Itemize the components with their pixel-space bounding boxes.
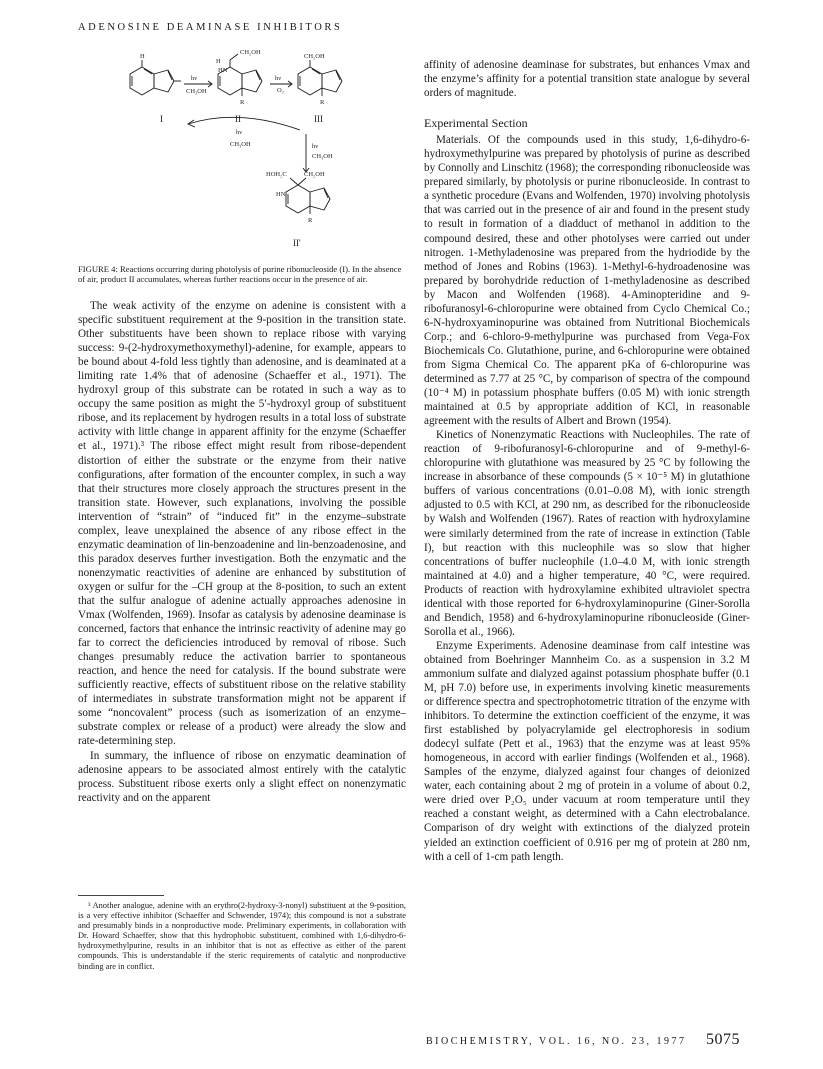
label-hv-1: hν [191,75,198,82]
kinetics-paragraph: Kinetics of Nonenzymatic Reactions with Nucleophiles. The rate of reaction of 9-ribofuranosyl-6-chloropurine and of 9-methyl-6-chloropurine with glutathione was measured by 25 °C by following the increase in absorbance of these compounds (5 × 10⁻⁵ M) in glutathione buffers of various concentrations (0.01–0.08 M), with ionic strength adjusted to 0.5 with KCl, at 290 nm, as described for the ribonucleoside by Walsh and Wolfenden (1967). Rates of reaction with hydroxylamine were similarly determined from the rate of increase in extinction (Table I), but reaction with this nucleophile was so slow that higher concentrations of buffer nucleophile (1.0–4.0 M, with ionic strength maintained at 4.0) and a higher temperature, 40 °C, were required. Products of reaction with hydroxylamine exhibited ultraviolet spectra identical with those reported for 6-hydroxylaminopurine (Giner-Sorolla and Bendich, 1958) and 6-hydroxylaminopurine ribonucleoside (Giner-Sorolla et al., 1966). [424,429,750,638]
arrow-III-I [188,117,300,130]
label-ch2oh-IIprime: CH₂OH [304,171,325,178]
label-compound-I: I [160,114,163,124]
label-o2: O₂ [277,87,284,94]
materials-paragraph: Materials. Of the compounds used in this study, 1,6-dihydro-6-hydroxymethylpurine was prepared by photolysis of purine as described by Connolly and Linschitz (1968); the corresponding ribonucleoside was prepared similarly, by photolysis or purine ribonucleoside. In contrast to a synthetic procedure (Evans and Wolfenden, 1970) involving photolysis that was carried out in the presence of air and found in the present study to result in formation of a diadduct of methanol in addition to the compound desired, these and other photolyses were carried out under nitrogen. 1-Methyladenosine was prepared from the hydriodide by the method of Jones and Robins (1963). 1-Methyl-6-hydroadenosine was prepared by borohydride reduction of 1-methyladenosine as described by Macon and Wolfenden (1968). 4-Aminopteridine and 9-ribofuranosyl-6-chloropurine were obtained from Cyclo Chemical Co.; 6-N-hydroxyaminopurine was obtained from Nutritional Biochemicals Corp.; and 6-chloro-9-methylpurine was purchased from Vega-Fox Biochemicals Co. Glutathione, purine, and 6-chloropurine were obtained from Sigma Chemical Co. The apparent pKa of 6-chloropurine was determined as 7.77 at 25 °C, by comparison of spectra of the compound (10⁻⁴ M) in potassium phosphate buffers (0.05 M) with ionic strength maintained at 0.5 by appropriate addition of KCl, in reasonable agreement with the results of Albert and Brown (1954). [424,134,750,428]
structure-III [298,60,342,96]
journal-footer: BIOCHEMISTRY, VOL. 16, NO. 23, 1977 [426,1036,687,1047]
label-compound-II: II [235,114,241,124]
footnote-3: ³ Another analogue, adenine with an erythro(2-hydroxy-3-nonyl) substituent at the 9-position, is a very effective inhibitor (Schaeffer and Schwender, 1974); this compound is not a substrate and presumably binds in a nonproductive mode. Preliminary experiments, in collaboration with Dr. Howard Schaeffer, show that this hydrophobic substituent, combined with 1,6-dihydro-6-hydroxymethylpurine, results in an inhibitor that is not as effective as either of the parent compounds. This is understandable if the steric requirements of catalytic and nonproductive binding are in conflict. [78,901,406,971]
section-title: Experimental Section [424,116,528,131]
label-hv-4: hν [312,143,319,150]
page-number: 5075 [706,1031,740,1048]
label-hoh2c: HOH₂C [266,171,287,178]
label-hn-II: HN [218,67,228,74]
label-ch3oh-1: CH₃OH [186,88,207,95]
label-ch3oh-3: CH₃OH [230,141,251,148]
reaction-scheme-svg [78,40,404,262]
label-ch2oh-III: CH₂OH [304,53,325,60]
label-compound-IIprime: II' [293,238,301,248]
label-h-II: H [216,58,221,65]
reaction-scheme-figure [78,40,404,262]
label-r-IIprime: R [308,217,313,224]
label-r-III: R [320,99,325,106]
label-h-I: H [140,53,145,60]
structure-I [130,60,181,95]
label-r-II: R [240,99,245,106]
label-hn-IIprime: HN [276,191,286,198]
figure-caption: FIGURE 4: Reactions occurring during photolysis of purine ribonucleoside (I). In the absence of air, product II accumulates, whereas further reactions occur in the presence of air. [78,264,402,285]
footnote-rule [78,895,164,896]
running-head: ADENOSINE DEAMINASE INHIBITORS [78,22,343,33]
label-ch2oh-II: CH₂OH [240,49,261,56]
structure-II [218,54,262,96]
left-paragraph-1: The weak activity of the enzyme on adenine is consistent with a specific substituent requirement at the 9-position in the transition state. Other substituents have been shown to replace ribose with varying success: 9-(2-hydroxymethoxymethyl)-adenine, for example, appears to be bound about 4-fold less tightly than adenosine, and is deaminated at a limiting rate 1.4% that of adenosine (Schaeffer et al., 1971). The hydroxyl group of this substrate can be rotated in such a way as to occupy the same position as might the 5′-hydroxyl group of substituent ribose, and its replacement by hydrogen results in a total loss of substrate activity with little change in apparent affinity for the enzyme (Schaeffer et al., 1971).³ The ribose effect might result from ribose-dependent distortion of either the substrate or the enzyme from their native configurations, after formation of the encounter complex, in such a way that their structures more closely approach the structures present in the transition state. However, such explanations, involving the possible intervention of “strain” of “induced fit” in the enzyme–substrate complex, leave unexplained the absence of any ribose effect in the enzymatic deamination of lin-benzoadenine and lin-benzoadenosine, and this paradox deserves further investigation. Both the enzymatic and the nonenzymatic reactivities of adenine are enhanced by substitution of oxygen or sulfur for the –CH group at the 8-position, to such an extent that the sulfur analogue of adenine actually approaches adenosine in Vmax (Wolfenden, 1969). Insofar as catalysis by adenosine deaminase is concerned, factors that enhance the intrinsic reactivity of adenine may go far to correct the deficiencies introduced by removal of ribose. Such changes presumably reduce the activation barrier to spontaneous reaction, and hence the need for catalysis. If the bound substrate were sufficiently reactive, effects of substituent ribose on the relative stability of intermediates in substrate transformation might not be apparent if some “noncovalent” process (such as isomerization of an enzyme–substrate complex or release of a product) were already the slow and rate-determining step. [78,300,406,748]
left-paragraph-2: In summary, the influence of ribose on enzymatic deamination of adenosine appears to be associated almost entirely with the catalytic process. Substituent ribose exerts only a slight effect on nonenzymatic reactivity and on the apparent [78,749,406,804]
footnote [78,901,406,972]
enzyme-paragraph: Enzyme Experiments. Adenosine deaminase from calf intestine was obtained from Boehringer Mannheim Co. as a suspension in 3.2 M ammonium sulfate and dialyzed against potassium phosphate buffer (0.1 M, pH 7.0) before use, in experiments involving kinetic measurements or difference spectra and spectrophotometric titration of the enzyme with inhibitors. To determine the extinction coefficient of the enzyme, it was first established by polyacrylamide gel electrophoresis in sodium dodecyl sulfate (Pett et al., 1963) that the enzyme was at least 95% homogeneous, in accord with earlier findings (Wolfenden et al., 1968). Samples of the enzyme, dialyzed against four changes of deionized water, each containing about 2 mg of protein in a volume of about 0.2, were dried over P₂O₅ under vacuum at room temperature until they reached a constant weight, as determined with a Cahn electrobalance. Comparison of dry weight with extinctions of the dialyzed protein yielded an extinction coefficient of 0.916 per mg of protein at 280 nm, with a cell of 1-cm path length. [424,639,750,863]
label-hv-2: hν [275,75,282,82]
label-hv-3: hν [236,129,243,136]
label-compound-III: III [314,114,323,124]
right-column [424,58,750,864]
structure-IIprime [286,178,330,214]
right-continuation: affinity of adenosine deaminase for substrates, but enhances Vmax and the enzyme’s affinity for a potential transition state analogue by several orders of magnitude. [424,59,750,100]
left-column [78,299,406,805]
label-ch3oh-4: CH₃OH [312,153,333,160]
